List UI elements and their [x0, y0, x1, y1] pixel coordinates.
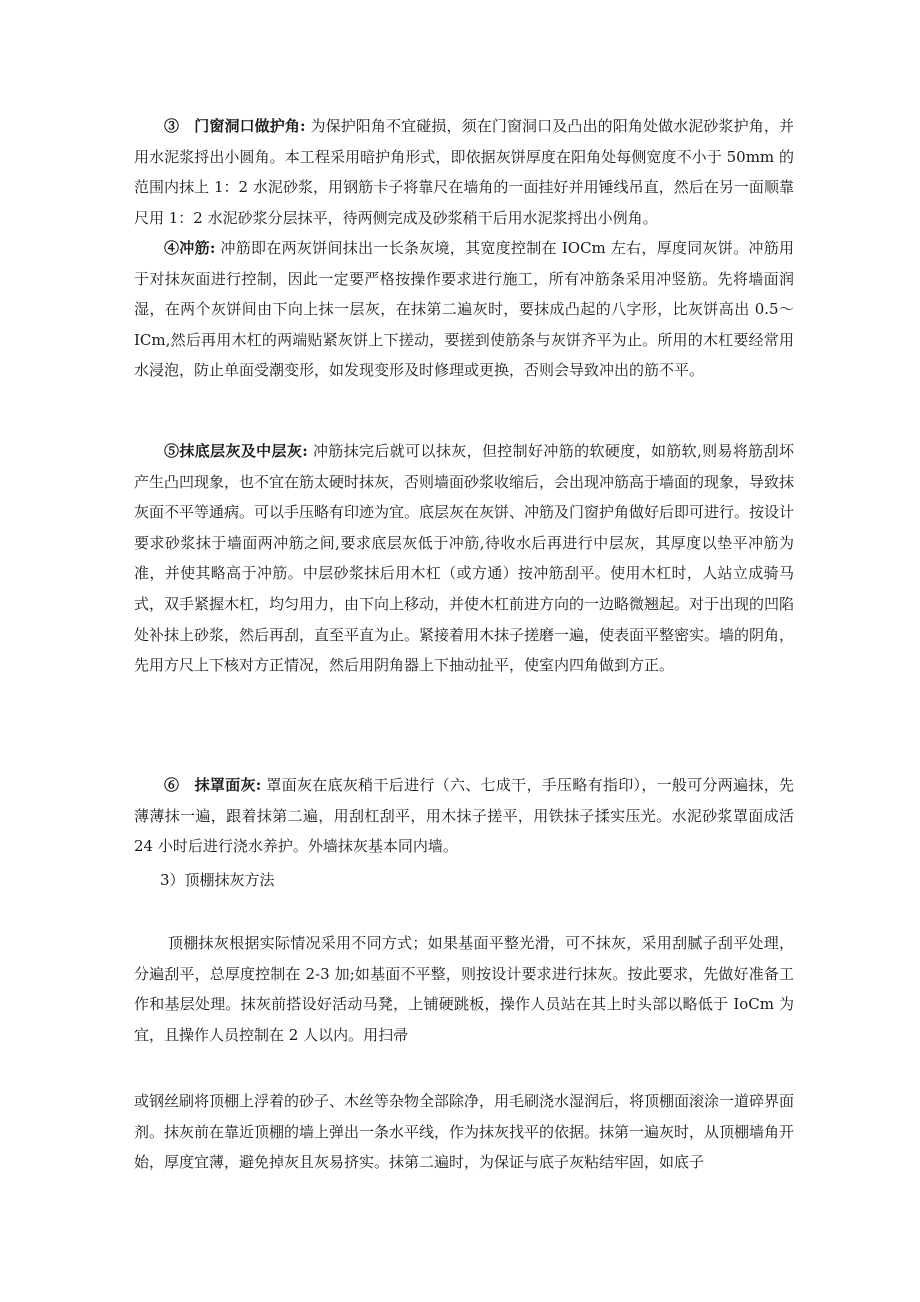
- paragraph-lead: ⑥ 抹罩面灰:: [164, 776, 262, 794]
- paragraph-lead: ⑤抹底层灰及中层灰:: [164, 442, 308, 460]
- paragraph-lead: ④冲筋:: [164, 239, 216, 257]
- paragraph-ceiling-continued: 或钢丝刷将顶棚上浮着的砂子、木丝等杂物全部除净，用毛刷浇水湿润后，将顶棚面滚涂一道碎界面剂。抹灰前在靠近顶棚的墙上弹出一条水平线，作为抹灰找平的依据。抹第一遍灰时，从顶棚墙角开始，厚度宜薄，避免掉灰且灰易挤实。抹第二遍时，为保证与底子灰粘结牢固，如底子: [134, 1092, 795, 1172]
- paragraph-body: 罩面灰在底灰稍干后进行（六、七成干，手压略有指印），一般可分两遍抹，先薄薄抹一遍，跟着抹第二遍，用刮杠刮平，用木抹子搓平，用铁抹子揉实压光。水泥砂浆罩面成活 24 小时后进行浇水养护。外墙抹灰基本同内墙。: [134, 776, 794, 856]
- paragraph-lead: ③ 门窗洞口做护角:: [164, 117, 306, 135]
- paragraph-body: 为保护阳角不宜碰损，须在门窗洞口及凸出的阳角处做水泥砂浆护角，并用水泥浆捋出小圆角。本工程采用暗护角形式，即依据灰饼厚度在阳角处每侧宽度不小于 50mm 的范围内抹上 1：2 水泥砂浆，用钢筋卡子将靠尺在墙角的一面挂好并用锤线吊直，然后在另一面顺靠尺用 1：2 水泥砂浆分层抹平，待两侧完成及砂浆稍干后用水泥浆捋出小例角。: [134, 117, 794, 227]
- paragraph-body: 冲筋抹完后就可以抹灰，但控制好冲筋的软硬度，如筋软,则易将筋刮坏产生凸凹现象，也不宜在筋太硬时抹灰，否则墙面砂浆收缩后，会出现冲筋高于墙面的现象，导致抹灰面不平等通病。可以手压略有印迹为宜。底层灰在灰饼、冲筋及门窗护角做好后即可进行。按设计要求砂浆抹于墙面两冲筋之间,要求底层灰低于冲筋,待收水后再进行中层灰，其厚度以垫平冲筋为准，并使其略高于冲筋。中层砂浆抹后用木杠（或方通）按冲筋刮平。使用木杠时，人站立成骑马式，双手紧握木杠，均匀用力，由下向上移动，并使木杠前进方向的一边略微翘起。对于出现的凹陷处补抹上砂浆，然后再刮，直至平直为止。紧接着用木抹子搓磨一遍，使表面平整密实。墙的阴角，先用方尺上下核对方正情况，然后用阴角器上下抽动扯平，使室内四角做到方正。: [134, 442, 795, 675]
- paragraph-body: 冲筋即在两灰饼间抹出一长条灰境，其宽度控制在 IOCm 左右，厚度同灰饼。冲筋用于对抹灰面进行控制，因此一定要严格按操作要求进行施工，所有冲筋条采用冲竖筋。先将墙面润湿，在两个灰饼间由下向上抹一层灰，在抹第二遍灰时，要抹成凸起的八字形，比灰饼高出 0.5～ICm,然后再用木杠的两端贴紧灰饼上下搓动，要搓到使筋条与灰饼齐平为止。所用的木杠要经常用水浸泡，防止单面受潮变形，如发现变形及时修理或更换，否则会导致冲出的筋不平。: [134, 239, 794, 380]
- paragraph-corner-protection: [134, 111, 794, 233]
- paragraph-screeding: [134, 233, 794, 386]
- paragraph-base-and-middle-coat: [134, 436, 794, 681]
- section-heading-ceiling-plastering: 3）顶棚抹灰方法: [160, 871, 275, 889]
- paragraph-finish-coat: [134, 770, 794, 862]
- paragraph-ceiling-method: 顶棚抹灰根据实际情况采用不同方式；如果基面平整光滑，可不抹灰，采用刮腻子刮平处理，分遍刮平，总厚度控制在 2-3 加;如基面不平整，则按设计要求进行抹灰。按此要求，先做好准备工作和基层处理。抹灰前搭设好活动马凳，上铺硬跳板，操作人员站在其上时头部以略低于 IoCm 为宜，且操作人员控制在 2 人以内。用扫帚: [134, 934, 794, 1044]
